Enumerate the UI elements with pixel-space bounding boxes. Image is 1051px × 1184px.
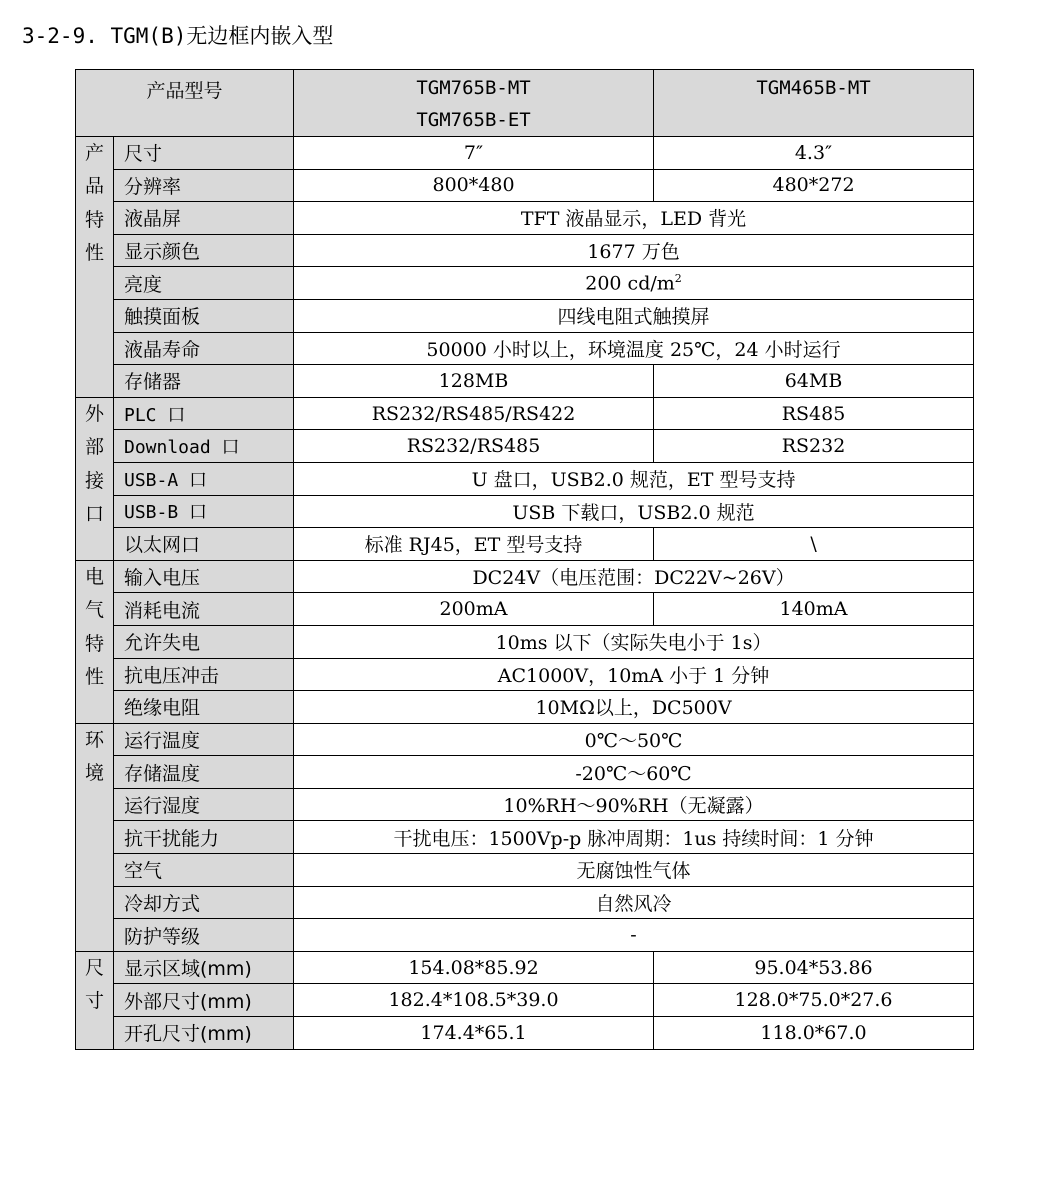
table-row xyxy=(76,691,974,724)
cell-value: 自然风冷 xyxy=(294,886,974,919)
cell-value: 1677 万色 xyxy=(294,234,974,267)
cell-value: -20℃～60℃ xyxy=(294,756,974,789)
cell-value: 182.4*108.5*39.0 xyxy=(294,984,654,1017)
cell-value: 95.04*53.86 xyxy=(654,951,974,984)
table-row xyxy=(76,332,974,365)
cell-value: 四线电阻式触摸屏 xyxy=(294,299,974,332)
cell-value: 干扰电压：1500Vp-p 脉冲周期：1us 持续时间：1 分钟 xyxy=(294,821,974,854)
cell-value: 480*272 xyxy=(654,169,974,202)
header-model-1 xyxy=(294,70,654,137)
cell-value: AC1000V，10mA 小于 1 分钟 xyxy=(294,658,974,691)
row-label: Download 口 xyxy=(114,430,294,463)
table-row xyxy=(76,1017,974,1050)
row-label: 以太网口 xyxy=(114,528,294,561)
table-row xyxy=(76,593,974,626)
table-row xyxy=(76,854,974,887)
table-row xyxy=(76,821,974,854)
table-row xyxy=(76,658,974,691)
cell-value: USB 下载口，USB2.0 规范 xyxy=(294,495,974,528)
row-label: 外部尺寸(mm) xyxy=(114,984,294,1017)
table-row xyxy=(76,137,974,170)
table-row xyxy=(76,919,974,952)
group-environment: 环 境 xyxy=(76,723,114,951)
spec-table xyxy=(75,69,974,1050)
row-label: PLC 口 xyxy=(114,397,294,430)
model-mt: TGM765B-MT xyxy=(416,77,531,99)
row-label: 存储温度 xyxy=(114,756,294,789)
row-label: USB-A 口 xyxy=(114,462,294,495)
table-row xyxy=(76,495,974,528)
table-row xyxy=(76,234,974,267)
cell-value: 200mA xyxy=(294,593,654,626)
table-row xyxy=(76,788,974,821)
table-row xyxy=(76,723,974,756)
cell-value: U 盘口，USB2.0 规范，ET 型号支持 xyxy=(294,462,974,495)
cell-value: - xyxy=(294,919,974,952)
table-row xyxy=(76,397,974,430)
cell-value: 0℃～50℃ xyxy=(294,723,974,756)
table-row xyxy=(76,267,974,300)
row-label: 显示颜色 xyxy=(114,234,294,267)
row-label: 显示区域(mm) xyxy=(114,951,294,984)
row-label: 抗电压冲击 xyxy=(114,658,294,691)
table-header-row xyxy=(76,70,974,137)
cell-value: 200 $cd/m^2$ xyxy=(294,267,974,300)
table-row xyxy=(76,756,974,789)
cell-value: 10MΩ以上，DC500V xyxy=(294,691,974,724)
row-label: 绝缘电阻 xyxy=(114,691,294,724)
table-row xyxy=(76,299,974,332)
row-label: 尺寸 xyxy=(114,137,294,170)
row-label: 运行湿度 xyxy=(114,788,294,821)
cell-value: RS232/RS485/RS422 xyxy=(294,397,654,430)
table-row xyxy=(76,560,974,593)
section-title: 3-2-9. TGM(B)无边框内嵌入型 xyxy=(22,24,334,48)
table-row xyxy=(76,430,974,463)
row-label: 抗干扰能力 xyxy=(114,821,294,854)
cell-value: 128.0*75.0*27.6 xyxy=(654,984,974,1017)
group-electrical: 电 气 特 性 xyxy=(76,560,114,723)
cell-value: DC24V（电压范围：DC22V~26V） xyxy=(294,560,974,593)
row-label: USB-B 口 xyxy=(114,495,294,528)
table-row xyxy=(76,365,974,398)
row-label: 触摸面板 xyxy=(114,299,294,332)
row-label: 液晶寿命 xyxy=(114,332,294,365)
cell-value: 800*480 xyxy=(294,169,654,202)
table-row xyxy=(76,951,974,984)
table-row xyxy=(76,528,974,561)
table-row xyxy=(76,169,974,202)
cell-value: 128MB xyxy=(294,365,654,398)
cell-value: 140mA xyxy=(654,593,974,626)
cell-value: RS232/RS485 xyxy=(294,430,654,463)
row-label: 分辨率 xyxy=(114,169,294,202)
cell-value: RS485 xyxy=(654,397,974,430)
table-row xyxy=(76,202,974,235)
row-label: 允许失电 xyxy=(114,625,294,658)
table-row xyxy=(76,886,974,919)
row-label: 空气 xyxy=(114,854,294,887)
row-label: 输入电压 xyxy=(114,560,294,593)
cell-value: \ xyxy=(654,528,974,561)
group-product: 产 品 特 性 xyxy=(76,137,114,398)
cell-value: 154.08*85.92 xyxy=(294,951,654,984)
cell-value: RS232 xyxy=(654,430,974,463)
cell-value: 118.0*67.0 xyxy=(654,1017,974,1050)
row-label: 存储器 xyxy=(114,365,294,398)
row-label: 开孔尺寸(mm) xyxy=(114,1017,294,1050)
row-label: 液晶屏 xyxy=(114,202,294,235)
group-size: 尺 寸 xyxy=(76,951,114,1049)
cell-value: TFT 液晶显示，LED 背光 xyxy=(294,202,974,235)
row-label: 冷却方式 xyxy=(114,886,294,919)
cell-value: 50000 小时以上，环境温度 25℃，24 小时运行 xyxy=(294,332,974,365)
row-label: 消耗电流 xyxy=(114,593,294,626)
row-label: 亮度 xyxy=(114,267,294,300)
table-row xyxy=(76,984,974,1017)
model-et: TGM765B-ET xyxy=(416,109,531,131)
cell-value: 4.3″ xyxy=(654,137,974,170)
header-label: 产品型号 xyxy=(76,70,294,137)
cell-value: 10%RH～90%RH（无凝露） xyxy=(294,788,974,821)
cell-value: 7″ xyxy=(294,137,654,170)
group-interface: 外 部 接 口 xyxy=(76,397,114,560)
row-label: 防护等级 xyxy=(114,919,294,952)
cell-value: 64MB xyxy=(654,365,974,398)
table-row xyxy=(76,625,974,658)
row-label: 运行温度 xyxy=(114,723,294,756)
cell-value: 标准 RJ45，ET 型号支持 xyxy=(294,528,654,561)
header-model-2: TGM465B-MT xyxy=(654,70,974,137)
table-row xyxy=(76,462,974,495)
cell-value: 174.4*65.1 xyxy=(294,1017,654,1050)
cell-value: 10ms 以下（实际失电小于 1s） xyxy=(294,625,974,658)
cell-value: 无腐蚀性气体 xyxy=(294,854,974,887)
